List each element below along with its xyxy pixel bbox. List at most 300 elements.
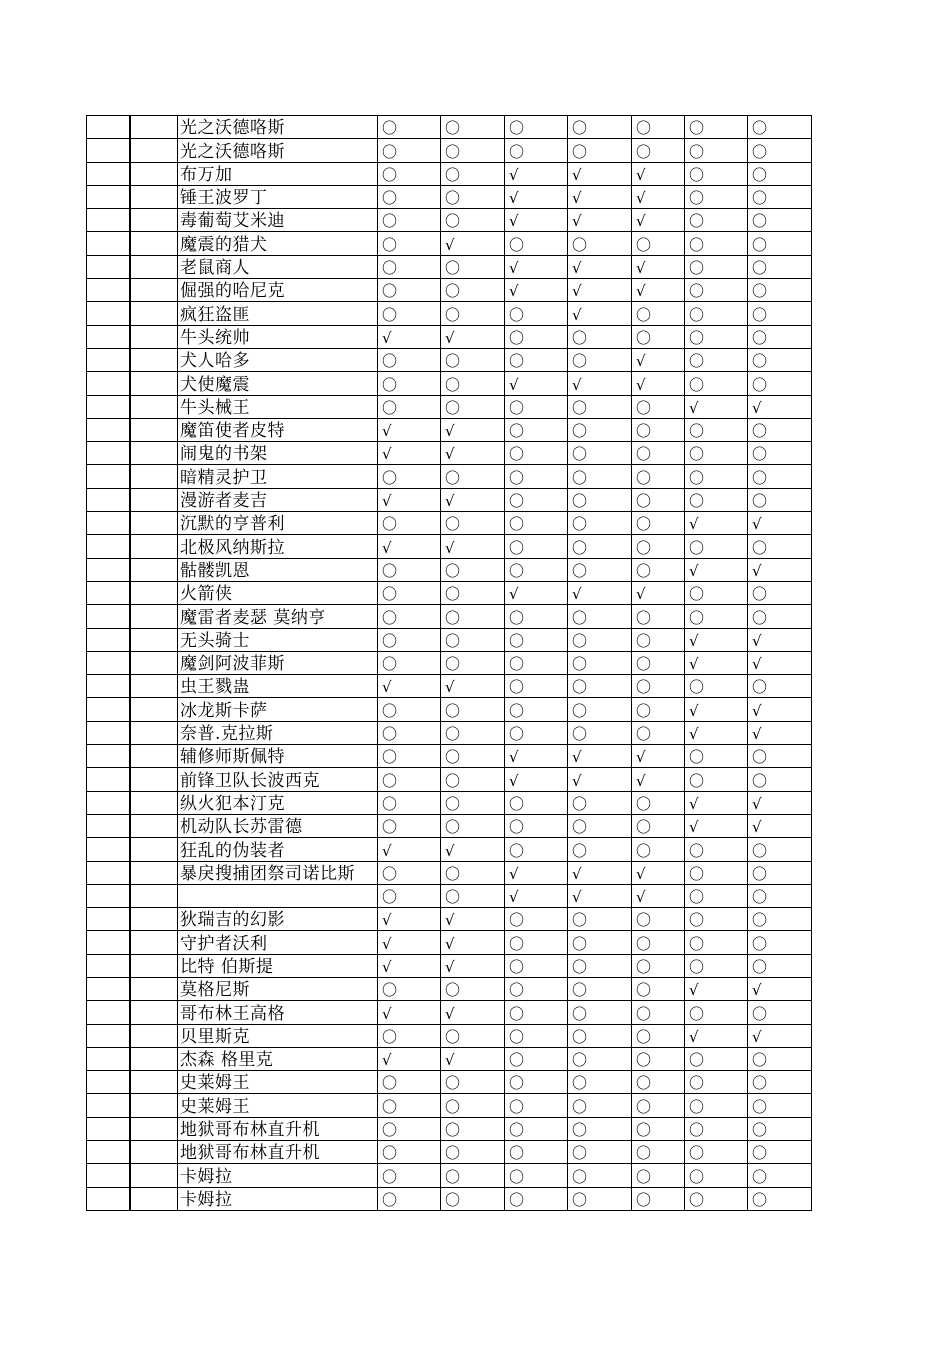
empty-cell-b[interactable] [130, 838, 178, 861]
boss-name-cell[interactable]: 北极风纳斯拉 [178, 535, 378, 558]
mark-cell-5[interactable]: 〇 [632, 977, 685, 1000]
mark-cell-4[interactable]: 〇 [568, 628, 632, 651]
mark-cell-1[interactable]: √ [378, 325, 441, 348]
empty-cell-b[interactable] [130, 558, 178, 581]
mark-cell-4[interactable]: √ [568, 209, 632, 232]
mark-cell-6[interactable]: √ [685, 721, 748, 744]
boss-name-cell[interactable]: 守护者沃利 [178, 931, 378, 954]
mark-cell-7[interactable]: 〇 [748, 1094, 812, 1117]
mark-cell-5[interactable]: 〇 [632, 1164, 685, 1187]
mark-cell-1[interactable]: 〇 [378, 348, 441, 371]
mark-cell-7[interactable]: √ [748, 814, 812, 837]
empty-cell-a[interactable] [87, 279, 130, 302]
mark-cell-4[interactable]: 〇 [568, 838, 632, 861]
mark-cell-6[interactable]: 〇 [685, 348, 748, 371]
empty-cell-b[interactable] [130, 395, 178, 418]
mark-cell-6[interactable]: 〇 [685, 418, 748, 441]
mark-cell-2[interactable]: √ [441, 908, 505, 931]
mark-cell-3[interactable]: 〇 [505, 931, 568, 954]
empty-cell-a[interactable] [87, 325, 130, 348]
mark-cell-7[interactable]: 〇 [748, 325, 812, 348]
mark-cell-1[interactable]: 〇 [378, 395, 441, 418]
boss-name-cell[interactable]: 贝里斯克 [178, 1024, 378, 1047]
mark-cell-5[interactable]: 〇 [632, 1047, 685, 1070]
empty-cell-a[interactable] [87, 162, 130, 185]
boss-name-cell[interactable]: 疯狂盗匪 [178, 302, 378, 325]
mark-cell-4[interactable]: 〇 [568, 512, 632, 535]
mark-cell-2[interactable]: √ [441, 675, 505, 698]
mark-cell-2[interactable]: 〇 [441, 162, 505, 185]
mark-cell-3[interactable]: 〇 [505, 814, 568, 837]
mark-cell-1[interactable]: 〇 [378, 814, 441, 837]
mark-cell-2[interactable]: 〇 [441, 558, 505, 581]
empty-cell-a[interactable] [87, 721, 130, 744]
mark-cell-6[interactable]: 〇 [685, 116, 748, 139]
mark-cell-5[interactable]: 〇 [632, 628, 685, 651]
mark-cell-7[interactable]: 〇 [748, 209, 812, 232]
empty-cell-b[interactable] [130, 675, 178, 698]
mark-cell-3[interactable]: √ [505, 884, 568, 907]
mark-cell-7[interactable]: 〇 [748, 581, 812, 604]
mark-cell-5[interactable]: 〇 [632, 232, 685, 255]
mark-cell-6[interactable]: 〇 [685, 488, 748, 511]
mark-cell-4[interactable]: 〇 [568, 721, 632, 744]
mark-cell-1[interactable]: √ [378, 535, 441, 558]
mark-cell-3[interactable]: 〇 [505, 721, 568, 744]
mark-cell-5[interactable]: √ [632, 861, 685, 884]
mark-cell-4[interactable]: 〇 [568, 931, 632, 954]
mark-cell-7[interactable]: 〇 [748, 185, 812, 208]
mark-cell-6[interactable]: √ [685, 1024, 748, 1047]
mark-cell-4[interactable]: 〇 [568, 651, 632, 674]
mark-cell-2[interactable]: 〇 [441, 651, 505, 674]
mark-cell-7[interactable]: √ [748, 698, 812, 721]
empty-cell-b[interactable] [130, 488, 178, 511]
boss-name-cell[interactable]: 犬使魔震 [178, 372, 378, 395]
mark-cell-7[interactable]: 〇 [748, 232, 812, 255]
mark-cell-3[interactable]: 〇 [505, 651, 568, 674]
mark-cell-5[interactable]: √ [632, 372, 685, 395]
empty-cell-b[interactable] [130, 1047, 178, 1070]
mark-cell-7[interactable]: 〇 [748, 884, 812, 907]
boss-name-cell[interactable]: 光之沃德咯斯 [178, 116, 378, 139]
mark-cell-5[interactable]: √ [632, 279, 685, 302]
mark-cell-4[interactable]: 〇 [568, 1001, 632, 1024]
empty-cell-a[interactable] [87, 1024, 130, 1047]
empty-cell-a[interactable] [87, 232, 130, 255]
mark-cell-5[interactable]: 〇 [632, 651, 685, 674]
mark-cell-4[interactable]: 〇 [568, 1071, 632, 1094]
mark-cell-1[interactable]: 〇 [378, 558, 441, 581]
mark-cell-4[interactable]: 〇 [568, 535, 632, 558]
mark-cell-4[interactable]: 〇 [568, 814, 632, 837]
mark-cell-6[interactable]: √ [685, 651, 748, 674]
mark-cell-6[interactable]: 〇 [685, 908, 748, 931]
mark-cell-5[interactable]: √ [632, 768, 685, 791]
mark-cell-3[interactable]: 〇 [505, 348, 568, 371]
empty-cell-b[interactable] [130, 1094, 178, 1117]
mark-cell-4[interactable]: 〇 [568, 954, 632, 977]
mark-cell-3[interactable]: √ [505, 745, 568, 768]
mark-cell-2[interactable]: 〇 [441, 721, 505, 744]
mark-cell-1[interactable]: 〇 [378, 651, 441, 674]
mark-cell-1[interactable]: 〇 [378, 512, 441, 535]
mark-cell-6[interactable]: √ [685, 814, 748, 837]
mark-cell-1[interactable]: 〇 [378, 1187, 441, 1210]
mark-cell-3[interactable]: 〇 [505, 1071, 568, 1094]
mark-cell-7[interactable]: 〇 [748, 418, 812, 441]
mark-cell-7[interactable]: 〇 [748, 348, 812, 371]
mark-cell-1[interactable]: 〇 [378, 185, 441, 208]
mark-cell-7[interactable]: 〇 [748, 838, 812, 861]
mark-cell-5[interactable]: 〇 [632, 1071, 685, 1094]
mark-cell-3[interactable]: √ [505, 255, 568, 278]
boss-name-cell[interactable]: 史莱姆王 [178, 1071, 378, 1094]
mark-cell-7[interactable]: 〇 [748, 139, 812, 162]
empty-cell-a[interactable] [87, 535, 130, 558]
mark-cell-4[interactable]: 〇 [568, 325, 632, 348]
mark-cell-6[interactable]: 〇 [685, 302, 748, 325]
mark-cell-3[interactable]: 〇 [505, 302, 568, 325]
mark-cell-7[interactable]: 〇 [748, 116, 812, 139]
empty-cell-a[interactable] [87, 348, 130, 371]
empty-cell-b[interactable] [130, 698, 178, 721]
mark-cell-6[interactable]: 〇 [685, 1001, 748, 1024]
mark-cell-2[interactable]: √ [441, 931, 505, 954]
mark-cell-6[interactable]: 〇 [685, 581, 748, 604]
empty-cell-a[interactable] [87, 209, 130, 232]
empty-cell-b[interactable] [130, 255, 178, 278]
mark-cell-2[interactable]: 〇 [441, 1094, 505, 1117]
mark-cell-6[interactable]: 〇 [685, 954, 748, 977]
mark-cell-7[interactable]: 〇 [748, 1164, 812, 1187]
mark-cell-5[interactable]: √ [632, 209, 685, 232]
mark-cell-7[interactable]: 〇 [748, 535, 812, 558]
mark-cell-2[interactable]: 〇 [441, 768, 505, 791]
empty-cell-b[interactable] [130, 861, 178, 884]
empty-cell-b[interactable] [130, 745, 178, 768]
mark-cell-1[interactable]: 〇 [378, 209, 441, 232]
mark-cell-3[interactable]: 〇 [505, 908, 568, 931]
empty-cell-b[interactable] [130, 721, 178, 744]
empty-cell-a[interactable] [87, 814, 130, 837]
mark-cell-3[interactable]: √ [505, 185, 568, 208]
empty-cell-a[interactable] [87, 838, 130, 861]
boss-name-cell[interactable]: 冰龙斯卡萨 [178, 698, 378, 721]
mark-cell-4[interactable]: √ [568, 861, 632, 884]
mark-cell-6[interactable]: 〇 [685, 1094, 748, 1117]
mark-cell-2[interactable]: 〇 [441, 302, 505, 325]
mark-cell-5[interactable]: 〇 [632, 418, 685, 441]
mark-cell-5[interactable]: 〇 [632, 1024, 685, 1047]
mark-cell-2[interactable]: 〇 [441, 512, 505, 535]
boss-name-cell[interactable]: 光之沃德咯斯 [178, 139, 378, 162]
mark-cell-3[interactable]: 〇 [505, 465, 568, 488]
empty-cell-a[interactable] [87, 302, 130, 325]
mark-cell-4[interactable]: √ [568, 884, 632, 907]
mark-cell-1[interactable]: 〇 [378, 1141, 441, 1164]
mark-cell-7[interactable]: √ [748, 1024, 812, 1047]
mark-cell-4[interactable]: 〇 [568, 698, 632, 721]
mark-cell-5[interactable]: 〇 [632, 908, 685, 931]
mark-cell-7[interactable]: 〇 [748, 465, 812, 488]
mark-cell-6[interactable]: 〇 [685, 931, 748, 954]
mark-cell-3[interactable]: √ [505, 279, 568, 302]
mark-cell-5[interactable]: 〇 [632, 1187, 685, 1210]
mark-cell-7[interactable]: 〇 [748, 1047, 812, 1070]
mark-cell-2[interactable]: 〇 [441, 1164, 505, 1187]
empty-cell-a[interactable] [87, 418, 130, 441]
empty-cell-b[interactable] [130, 768, 178, 791]
boss-name-cell[interactable]: 狂乱的伪装者 [178, 838, 378, 861]
mark-cell-5[interactable]: 〇 [632, 442, 685, 465]
empty-cell-b[interactable] [130, 1117, 178, 1140]
boss-name-cell[interactable]: 虫王戮蛊 [178, 675, 378, 698]
mark-cell-4[interactable]: √ [568, 768, 632, 791]
mark-cell-5[interactable]: 〇 [632, 302, 685, 325]
mark-cell-5[interactable]: 〇 [632, 1117, 685, 1140]
mark-cell-6[interactable]: 〇 [685, 884, 748, 907]
mark-cell-6[interactable]: 〇 [685, 465, 748, 488]
mark-cell-5[interactable]: 〇 [632, 721, 685, 744]
mark-cell-7[interactable]: 〇 [748, 255, 812, 278]
mark-cell-4[interactable]: √ [568, 162, 632, 185]
empty-cell-a[interactable] [87, 698, 130, 721]
empty-cell-a[interactable] [87, 139, 130, 162]
mark-cell-4[interactable]: 〇 [568, 348, 632, 371]
mark-cell-1[interactable]: 〇 [378, 1071, 441, 1094]
mark-cell-1[interactable]: √ [378, 1001, 441, 1024]
boss-name-cell[interactable]: 比特 伯斯提 [178, 954, 378, 977]
mark-cell-5[interactable]: 〇 [632, 698, 685, 721]
mark-cell-4[interactable]: 〇 [568, 605, 632, 628]
boss-name-cell[interactable]: 卡姆拉 [178, 1164, 378, 1187]
boss-name-cell[interactable]: 杰森 格里克 [178, 1047, 378, 1070]
mark-cell-6[interactable]: 〇 [685, 1047, 748, 1070]
empty-cell-b[interactable] [130, 628, 178, 651]
mark-cell-1[interactable]: 〇 [378, 605, 441, 628]
mark-cell-2[interactable]: 〇 [441, 279, 505, 302]
boss-name-cell[interactable]: 魔震的猎犬 [178, 232, 378, 255]
mark-cell-5[interactable]: 〇 [632, 395, 685, 418]
empty-cell-b[interactable] [130, 791, 178, 814]
mark-cell-6[interactable]: 〇 [685, 605, 748, 628]
empty-cell-b[interactable] [130, 232, 178, 255]
mark-cell-7[interactable]: 〇 [748, 1001, 812, 1024]
mark-cell-3[interactable]: 〇 [505, 488, 568, 511]
mark-cell-4[interactable]: 〇 [568, 908, 632, 931]
mark-cell-4[interactable]: 〇 [568, 1024, 632, 1047]
boss-name-cell[interactable]: 卡姆拉 [178, 1187, 378, 1210]
boss-name-cell[interactable]: 狄瑞吉的幻影 [178, 908, 378, 931]
mark-cell-4[interactable]: 〇 [568, 1117, 632, 1140]
mark-cell-2[interactable]: 〇 [441, 605, 505, 628]
empty-cell-a[interactable] [87, 185, 130, 208]
mark-cell-7[interactable]: 〇 [748, 861, 812, 884]
mark-cell-5[interactable]: 〇 [632, 675, 685, 698]
boss-name-cell[interactable]: 暴戾搜捕团祭司诺比斯 [178, 861, 378, 884]
boss-name-cell[interactable]: 机动队长苏雷德 [178, 814, 378, 837]
mark-cell-3[interactable]: 〇 [505, 838, 568, 861]
mark-cell-1[interactable]: 〇 [378, 1117, 441, 1140]
mark-cell-1[interactable]: 〇 [378, 1024, 441, 1047]
mark-cell-2[interactable]: 〇 [441, 348, 505, 371]
mark-cell-4[interactable]: 〇 [568, 558, 632, 581]
mark-cell-5[interactable]: 〇 [632, 838, 685, 861]
mark-cell-4[interactable]: 〇 [568, 675, 632, 698]
boss-name-cell[interactable]: 骷髅凯恩 [178, 558, 378, 581]
empty-cell-a[interactable] [87, 745, 130, 768]
boss-name-cell[interactable]: 魔剑阿波菲斯 [178, 651, 378, 674]
boss-name-cell[interactable]: 锤王波罗丁 [178, 185, 378, 208]
empty-cell-b[interactable] [130, 581, 178, 604]
empty-cell-b[interactable] [130, 535, 178, 558]
mark-cell-2[interactable]: 〇 [441, 116, 505, 139]
mark-cell-2[interactable]: 〇 [441, 791, 505, 814]
empty-cell-b[interactable] [130, 372, 178, 395]
empty-cell-a[interactable] [87, 1047, 130, 1070]
empty-cell-a[interactable] [87, 931, 130, 954]
mark-cell-7[interactable]: 〇 [748, 675, 812, 698]
empty-cell-a[interactable] [87, 1141, 130, 1164]
boss-name-cell[interactable]: 牛头械王 [178, 395, 378, 418]
mark-cell-2[interactable]: 〇 [441, 581, 505, 604]
empty-cell-b[interactable] [130, 325, 178, 348]
mark-cell-4[interactable]: 〇 [568, 488, 632, 511]
mark-cell-1[interactable]: √ [378, 838, 441, 861]
empty-cell-a[interactable] [87, 116, 130, 139]
mark-cell-5[interactable]: √ [632, 884, 685, 907]
boss-name-cell[interactable]: 纵火犯本汀克 [178, 791, 378, 814]
boss-name-cell[interactable]: 无头骑士 [178, 628, 378, 651]
empty-cell-a[interactable] [87, 1094, 130, 1117]
mark-cell-1[interactable]: 〇 [378, 465, 441, 488]
empty-cell-a[interactable] [87, 488, 130, 511]
mark-cell-2[interactable]: 〇 [441, 209, 505, 232]
empty-cell-a[interactable] [87, 675, 130, 698]
mark-cell-5[interactable]: √ [632, 185, 685, 208]
mark-cell-6[interactable]: 〇 [685, 838, 748, 861]
mark-cell-5[interactable]: 〇 [632, 465, 685, 488]
mark-cell-3[interactable]: 〇 [505, 698, 568, 721]
mark-cell-5[interactable]: √ [632, 348, 685, 371]
mark-cell-4[interactable]: √ [568, 372, 632, 395]
mark-cell-7[interactable]: 〇 [748, 302, 812, 325]
empty-cell-b[interactable] [130, 931, 178, 954]
empty-cell-b[interactable] [130, 1024, 178, 1047]
empty-cell-a[interactable] [87, 255, 130, 278]
empty-cell-a[interactable] [87, 908, 130, 931]
mark-cell-7[interactable]: √ [748, 791, 812, 814]
mark-cell-2[interactable]: 〇 [441, 1024, 505, 1047]
mark-cell-6[interactable]: 〇 [685, 325, 748, 348]
empty-cell-b[interactable] [130, 139, 178, 162]
mark-cell-7[interactable]: 〇 [748, 954, 812, 977]
empty-cell-b[interactable] [130, 442, 178, 465]
boss-name-cell[interactable]: 闹鬼的书架 [178, 442, 378, 465]
empty-cell-a[interactable] [87, 1164, 130, 1187]
mark-cell-3[interactable]: 〇 [505, 954, 568, 977]
mark-cell-2[interactable]: 〇 [441, 139, 505, 162]
mark-cell-2[interactable]: 〇 [441, 255, 505, 278]
mark-cell-2[interactable]: 〇 [441, 1187, 505, 1210]
mark-cell-3[interactable]: 〇 [505, 512, 568, 535]
mark-cell-7[interactable]: √ [748, 977, 812, 1000]
empty-cell-a[interactable] [87, 465, 130, 488]
mark-cell-3[interactable]: √ [505, 372, 568, 395]
mark-cell-6[interactable]: √ [685, 512, 748, 535]
mark-cell-3[interactable]: √ [505, 861, 568, 884]
empty-cell-a[interactable] [87, 768, 130, 791]
mark-cell-7[interactable]: √ [748, 558, 812, 581]
empty-cell-b[interactable] [130, 1071, 178, 1094]
mark-cell-6[interactable]: √ [685, 628, 748, 651]
mark-cell-3[interactable]: 〇 [505, 1094, 568, 1117]
empty-cell-b[interactable] [130, 1187, 178, 1210]
mark-cell-1[interactable]: 〇 [378, 628, 441, 651]
mark-cell-1[interactable]: √ [378, 1047, 441, 1070]
mark-cell-2[interactable]: 〇 [441, 884, 505, 907]
empty-cell-a[interactable] [87, 581, 130, 604]
mark-cell-1[interactable]: √ [378, 931, 441, 954]
mark-cell-2[interactable]: 〇 [441, 745, 505, 768]
mark-cell-5[interactable]: 〇 [632, 605, 685, 628]
mark-cell-6[interactable]: 〇 [685, 535, 748, 558]
mark-cell-2[interactable]: 〇 [441, 1071, 505, 1094]
boss-name-cell[interactable]: 哥布林王高格 [178, 1001, 378, 1024]
boss-name-cell[interactable]: 魔笛使者皮特 [178, 418, 378, 441]
mark-cell-7[interactable]: 〇 [748, 605, 812, 628]
mark-cell-1[interactable]: √ [378, 418, 441, 441]
mark-cell-2[interactable]: 〇 [441, 977, 505, 1000]
mark-cell-5[interactable]: 〇 [632, 512, 685, 535]
mark-cell-3[interactable]: 〇 [505, 791, 568, 814]
mark-cell-6[interactable]: 〇 [685, 1141, 748, 1164]
mark-cell-7[interactable]: √ [748, 721, 812, 744]
empty-cell-b[interactable] [130, 814, 178, 837]
boss-name-cell[interactable]: 暗精灵护卫 [178, 465, 378, 488]
empty-cell-a[interactable] [87, 628, 130, 651]
mark-cell-6[interactable]: 〇 [685, 209, 748, 232]
empty-cell-b[interactable] [130, 954, 178, 977]
mark-cell-7[interactable]: 〇 [748, 745, 812, 768]
mark-cell-7[interactable]: 〇 [748, 908, 812, 931]
mark-cell-1[interactable]: 〇 [378, 977, 441, 1000]
mark-cell-7[interactable]: √ [748, 651, 812, 674]
empty-cell-b[interactable] [130, 116, 178, 139]
empty-cell-a[interactable] [87, 372, 130, 395]
mark-cell-4[interactable]: 〇 [568, 465, 632, 488]
mark-cell-7[interactable]: 〇 [748, 1187, 812, 1210]
mark-cell-7[interactable]: 〇 [748, 1141, 812, 1164]
mark-cell-3[interactable]: 〇 [505, 418, 568, 441]
mark-cell-4[interactable]: 〇 [568, 418, 632, 441]
mark-cell-1[interactable]: 〇 [378, 139, 441, 162]
mark-cell-5[interactable]: 〇 [632, 1141, 685, 1164]
mark-cell-1[interactable]: 〇 [378, 745, 441, 768]
mark-cell-7[interactable]: 〇 [748, 931, 812, 954]
mark-cell-4[interactable]: 〇 [568, 1141, 632, 1164]
mark-cell-5[interactable]: 〇 [632, 535, 685, 558]
mark-cell-3[interactable]: 〇 [505, 1024, 568, 1047]
empty-cell-a[interactable] [87, 977, 130, 1000]
mark-cell-6[interactable]: 〇 [685, 185, 748, 208]
mark-cell-6[interactable]: √ [685, 395, 748, 418]
boss-name-cell[interactable]: 史莱姆王 [178, 1094, 378, 1117]
mark-cell-5[interactable]: √ [632, 162, 685, 185]
mark-cell-3[interactable]: 〇 [505, 442, 568, 465]
empty-cell-b[interactable] [130, 1141, 178, 1164]
